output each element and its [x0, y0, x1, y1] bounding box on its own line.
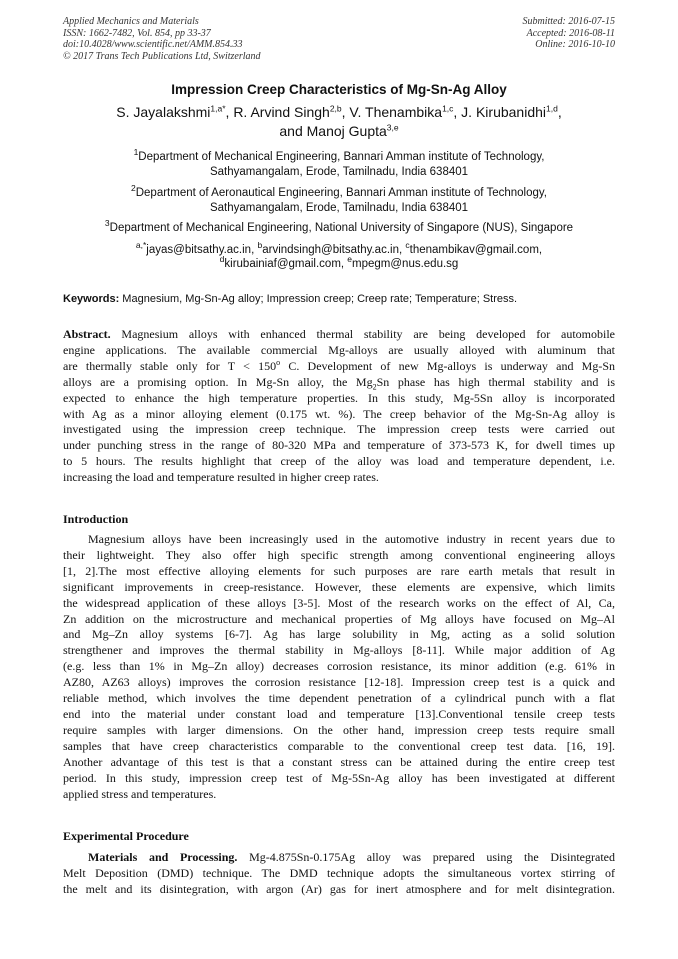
body-line: Another advantage of this test is that a constant stress can be attained during the entire creep test [63, 754, 615, 769]
author-name: , V. Thenambika [341, 104, 443, 120]
body-line: significant improvements in creep-resistance. However, these elements are expensive, which limits [63, 579, 615, 594]
experimental-body [63, 850, 615, 898]
email-sup: b [257, 240, 263, 251]
abstract-text: Magnesium alloys with enhanced thermal stability are being developed for automobile [110, 327, 615, 341]
affiliation-line: Department of Aeronautical Engineering, Bannari Amman institute of Technology, [135, 187, 547, 199]
keywords [63, 293, 623, 305]
author-sup: 3,e [386, 122, 399, 133]
affiliation-line: Department of Mechanical Engineering, National University of Singapore (NUS), Singapore [109, 222, 574, 234]
abstract-text: are thermally stable only for T < 150 [63, 358, 277, 373]
email-link[interactable]: jayas@bitsathy.ac.in, [146, 244, 258, 256]
introduction-body [63, 532, 615, 802]
abstract-text: Sn phase has high thermal stability and is [376, 374, 615, 389]
keywords-label: Keywords: [63, 293, 120, 305]
email-link[interactable]: thenambikav@gmail.com, [409, 244, 543, 256]
body-line: their lightweight. They also offer high specific strength among conventional engineering alloys [63, 547, 615, 562]
abstract-text: increasing the load and temperature resulted in higher creep rates. [63, 470, 379, 485]
section-heading-introduction: Introduction [63, 512, 129, 526]
online-date: Online: 2016-10-10 [535, 39, 615, 50]
email-link[interactable]: kirubainiaf@gmail.com, [224, 258, 348, 270]
author-name: S. Jayalakshmi [116, 104, 211, 120]
body-line: applied stress and temperatures. [63, 786, 217, 801]
author-sep: , [557, 104, 562, 120]
abstract-text: with Ag as a minor alloying element (0.175 wt. %). The creep behavior of the Mg-Sn-Ag alloy is [63, 406, 615, 421]
abstract-text: alloys are a promising option. In Mg-Sn alloy, the Mg [63, 374, 373, 389]
email-link[interactable]: arvindsingh@bitsathy.ac.in, [262, 244, 406, 256]
affiliation-line: Sathyamangalam, Erode, Tamilnadu, India 638401 [209, 166, 469, 178]
author-list [40, 103, 638, 141]
submitted-date: Submitted: 2016-07-15 [522, 16, 615, 27]
section-heading-experimental: Experimental Procedure [63, 829, 189, 843]
abstract-label: Abstract. [63, 327, 111, 341]
body-line: (e.g. less than 1% in Mg–Zn alloy) decreases corrosion resistance, its minor addition (e.g. 61% in [63, 659, 615, 674]
author-name: , R. Arvind Singh [225, 104, 330, 120]
affiliation-line: Department of Mechanical Engineering, Bannari Amman institute of Technology, [138, 151, 545, 163]
author-sup: 1,d [546, 103, 558, 114]
keywords-text: Magnesium, Mg-Sn-Ag alloy; Impression creep; Creep rate; Temperature; Stress. [119, 293, 518, 305]
body-line: Mg-4.875Sn-0.175Ag alloy was prepared using the Disintegrated [237, 850, 615, 864]
body-line: [1, 2].The most effective alloying elements for such purposes are rare earth metals that result in [63, 563, 615, 578]
email-sup: d [219, 254, 225, 265]
body-line: Magnesium alloys have been increasingly used in the automotive industry in recent years due to [88, 532, 615, 546]
affiliation-sup: 1 [133, 147, 139, 158]
body-line: require samples with larger dimensions. On the other hand, impression creep tests require small [63, 722, 615, 737]
affiliation-3 [40, 218, 638, 236]
email-sup: c [405, 240, 410, 251]
author-name: and Manoj Gupta [279, 123, 387, 139]
body-line: the melt and its disintegration, with argon (Ar) gas for inert atmosphere and for melt disintegration. [63, 881, 615, 896]
body-line: the widespread application of these alloys [3-5]. Most of the research works on the effect of Al, Ca, [63, 595, 615, 610]
body-line: period. In this study, impression creep test of Mg-5Sn-Ag alloy has been investigated at different [63, 770, 615, 785]
affiliation-sup: 2 [131, 183, 136, 194]
affiliation-2 [40, 183, 638, 216]
body-line: samples that have creep characteristics comparable to the conventional creep test data. [16, 19]. [63, 738, 615, 753]
email-link[interactable]: mpegm@nus.edu.sg [352, 258, 459, 270]
journal-name: Applied Mechanics and Materials [63, 16, 199, 27]
body-line: and Mg–Zn alloy systems [6-7]. Ag has large solubility in Mg, acting as a solid solution [63, 627, 615, 642]
degree-sup: o [276, 357, 281, 367]
paper-title: Impression Creep Characteristics of Mg-Sn-Ag Alloy [171, 82, 507, 97]
abstract-text: expected to enhance the high temperature properties. In this study, Mg-5Sn alloy is incorporated [63, 390, 615, 405]
author-sup: 1,c [442, 103, 454, 114]
email-sup: e [347, 254, 353, 265]
body-line: Melt Deposition (DMD) technique. The DMD technique adopts the simultaneous vortex stirring of [63, 865, 615, 880]
author-sup: 2,b [329, 103, 342, 114]
subscript: 2 [372, 382, 377, 392]
abstract-text: under punching stress in the range of 80-320 MPa and temperature of 373-573 K, for dwell times up [63, 438, 615, 453]
dates-header [523, 16, 616, 51]
body-line: reliable method, which involves the time dependent penetration of a cylindrical punch with a flat [63, 691, 615, 706]
body-line: strengthener and improves the thermal stability in Mg-alloys [8-11]. While major addition of Ag [63, 643, 615, 658]
abstract-text: engine applications. The available commercial Mg-alloys are usually alloyed with aluminum that [63, 342, 615, 357]
abstract-text: to 5 hours. The results highlight that creep of the alloy was load and temperature dependent, i.e. [63, 454, 615, 469]
body-line: end into the material under constant load and temperature [13].Conventional tensile creep tests [63, 706, 615, 721]
abstract-text: investigated using the impression creep technique. The impression creep tests were carried out [63, 422, 615, 437]
abstract [63, 327, 615, 486]
email-sup: a,* [135, 240, 147, 251]
affiliation-1 [40, 147, 638, 180]
author-sup: 1,a* [210, 103, 226, 114]
journal-header [63, 16, 261, 62]
abstract-text: C. Development of new Mg-alloys is underway and Mg-Sn [280, 358, 616, 373]
doi: doi:10.4028/www.scientific.net/AMM.854.33 [63, 39, 243, 50]
accepted-date: Accepted: 2016-08-11 [526, 27, 615, 39]
body-line: Zn addition on the microstructure and mechanical properties of Mg alloys have focused on Mg–Al [63, 611, 615, 626]
subsection-label: Materials and Processing. [88, 850, 238, 864]
issn: ISSN: 1662-7482, Vol. 854, pp 33-37 [63, 27, 211, 39]
affiliation-sup: 3 [104, 218, 110, 229]
copyright: © 2017 Trans Tech Publications Ltd, Switzerland [63, 50, 261, 62]
affiliation-line: Sathyamangalam, Erode, Tamilnadu, India 638401 [209, 202, 469, 214]
email-list [40, 240, 638, 271]
body-line: AZ80, AZ63 alloys) improves the corrosion resistance [12-18]. Impression creep test is a quick and [63, 675, 615, 690]
author-name: , J. Kirubanidhi [453, 104, 547, 120]
